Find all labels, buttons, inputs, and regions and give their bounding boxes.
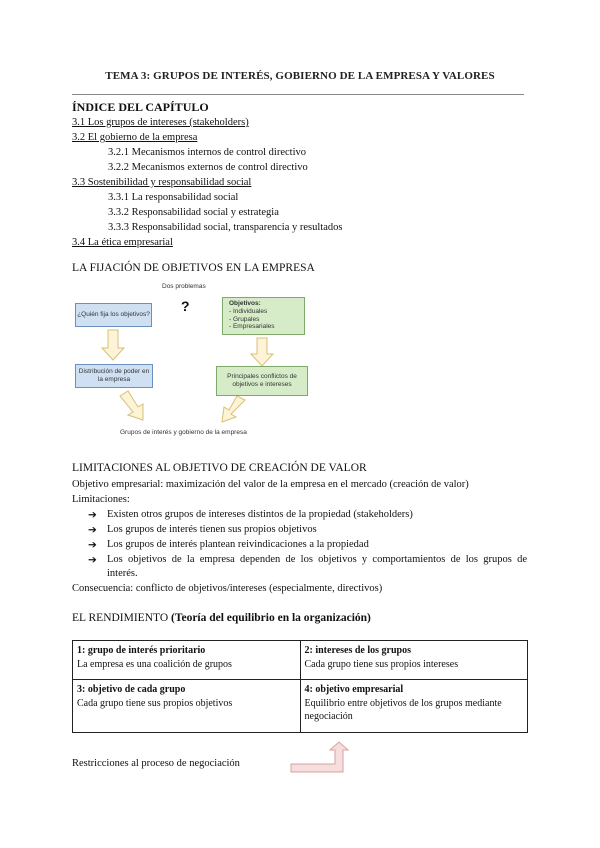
box-main-conflicts: Principales conflictos de objetivos e intereses bbox=[216, 366, 308, 396]
toc-item-3-4[interactable]: 3.4 La ética empresarial bbox=[72, 237, 173, 248]
toc-item-3-1[interactable]: 3.1 Los grupos de intereses (stakeholders) bbox=[72, 117, 249, 128]
limitations-label: Limitaciones: bbox=[72, 494, 130, 505]
arrow-down-icon bbox=[102, 330, 124, 360]
objective-text: Objetivo empresarial: maximización del valor de la empresa en el mercado (creación de valor) bbox=[72, 479, 469, 490]
table-cell bbox=[73, 641, 301, 680]
limitation-item: Existen otros grupos de intereses distintos de la propiedad (stakeholders) bbox=[107, 509, 413, 520]
box-power-distribution: Distribución de poder en la empresa bbox=[75, 364, 153, 388]
toc-item-3-3-2: 3.3.2 Responsabilidad social y estrategia bbox=[108, 207, 279, 218]
toc-item-3-2[interactable]: 3.2 El gobierno de la empresa bbox=[72, 132, 198, 143]
table-cell bbox=[300, 641, 528, 680]
objectives-item: - Empresariales bbox=[229, 323, 275, 331]
section-heading-limitaciones: LIMITACIONES AL OBJETIVO DE CREACIÓN DE VALOR bbox=[72, 462, 367, 474]
section-heading-rendimiento bbox=[72, 612, 371, 624]
bullet-arrow-icon: ➔ bbox=[88, 525, 97, 536]
cell-title: 4: objetivo empresarial bbox=[304, 684, 404, 695]
table-cell bbox=[73, 680, 301, 733]
bullet-arrow-icon: ➔ bbox=[88, 555, 97, 566]
arrow-diagonal-icon bbox=[222, 396, 245, 422]
section-heading-fijacion: LA FIJACIÓN DE OBJETIVOS EN LA EMPRESA bbox=[72, 262, 315, 274]
limitation-item: Los grupos de interés plantean reivindicaciones a la propiedad bbox=[107, 539, 369, 550]
toc-item-3-2-2: 3.2.2 Mecanismos externos de control directivo bbox=[108, 162, 308, 173]
cell-text: Cada grupo tiene sus propios objetivos bbox=[77, 697, 233, 709]
box-who-sets-objectives: ¿Quién fija los objetivos? bbox=[75, 303, 152, 327]
limitation-item: Los grupos de interés tienen sus propios objetivos bbox=[107, 524, 317, 535]
cell-title: 2: intereses de los grupos bbox=[304, 645, 411, 656]
toc-item-3-3-3: 3.3.3 Responsabilidad social, transparencia y resultados bbox=[108, 222, 343, 233]
objectives-item: - Grupales bbox=[229, 315, 260, 323]
rendimiento-heading-bold: (Teoría del equilibrio en la organización) bbox=[171, 612, 371, 624]
arrow-diagonal-icon bbox=[120, 391, 143, 420]
cell-text: Cada grupo tiene sus propios intereses bbox=[304, 658, 459, 670]
table-cell bbox=[300, 680, 528, 733]
arrow-down-icon bbox=[251, 338, 273, 366]
cell-text: Equilibrio entre objetivos de los grupos mediante negociación bbox=[304, 697, 502, 722]
equilibrium-table bbox=[72, 640, 528, 733]
rendimiento-heading: EL RENDIMIENTO bbox=[72, 612, 169, 624]
cell-title: 1: grupo de interés prioritario bbox=[77, 645, 206, 656]
page-title: TEMA 3: GRUPOS DE INTERÉS, GOBIERNO DE LA EMPRESA Y VALORES bbox=[105, 70, 495, 82]
limitation-item: Los objetivos de la empresa dependen de los objetivos y comportamientos de los grupos de bbox=[107, 554, 527, 565]
diagram-top-label: Dos problemas bbox=[162, 283, 206, 290]
toc-item-3-3-1: 3.3.1 La responsabilidad social bbox=[108, 192, 239, 203]
restrictions-text: Restricciones al proceso de negociación bbox=[72, 758, 240, 769]
cell-text: La empresa es una coalición de grupos bbox=[77, 658, 232, 670]
consequence-text: Consecuencia: conflicto de objetivos/intereses (especialmente, directivos) bbox=[72, 583, 383, 594]
diagram-bottom-label: Grupos de interés y gobierno de la empresa bbox=[120, 429, 247, 436]
toc-item-3-3[interactable]: 3.3 Sostenibilidad y responsabilidad social bbox=[72, 177, 252, 188]
bent-arrow-icon bbox=[285, 740, 351, 774]
bullet-arrow-icon: ➔ bbox=[88, 540, 97, 551]
question-mark: ? bbox=[181, 298, 190, 314]
toc-item-3-2-1: 3.2.1 Mecanismos internos de control directivo bbox=[108, 147, 306, 158]
index-heading: ÍNDICE DEL CAPÍTULO bbox=[72, 100, 209, 114]
cell-title: 3: objetivo de cada grupo bbox=[77, 684, 186, 695]
objectives-item: - Individuales bbox=[229, 307, 268, 315]
bullet-arrow-icon: ➔ bbox=[88, 510, 97, 521]
limitation-item-continued: interés. bbox=[107, 568, 138, 579]
objectives-title: Objetivos: bbox=[229, 300, 261, 307]
